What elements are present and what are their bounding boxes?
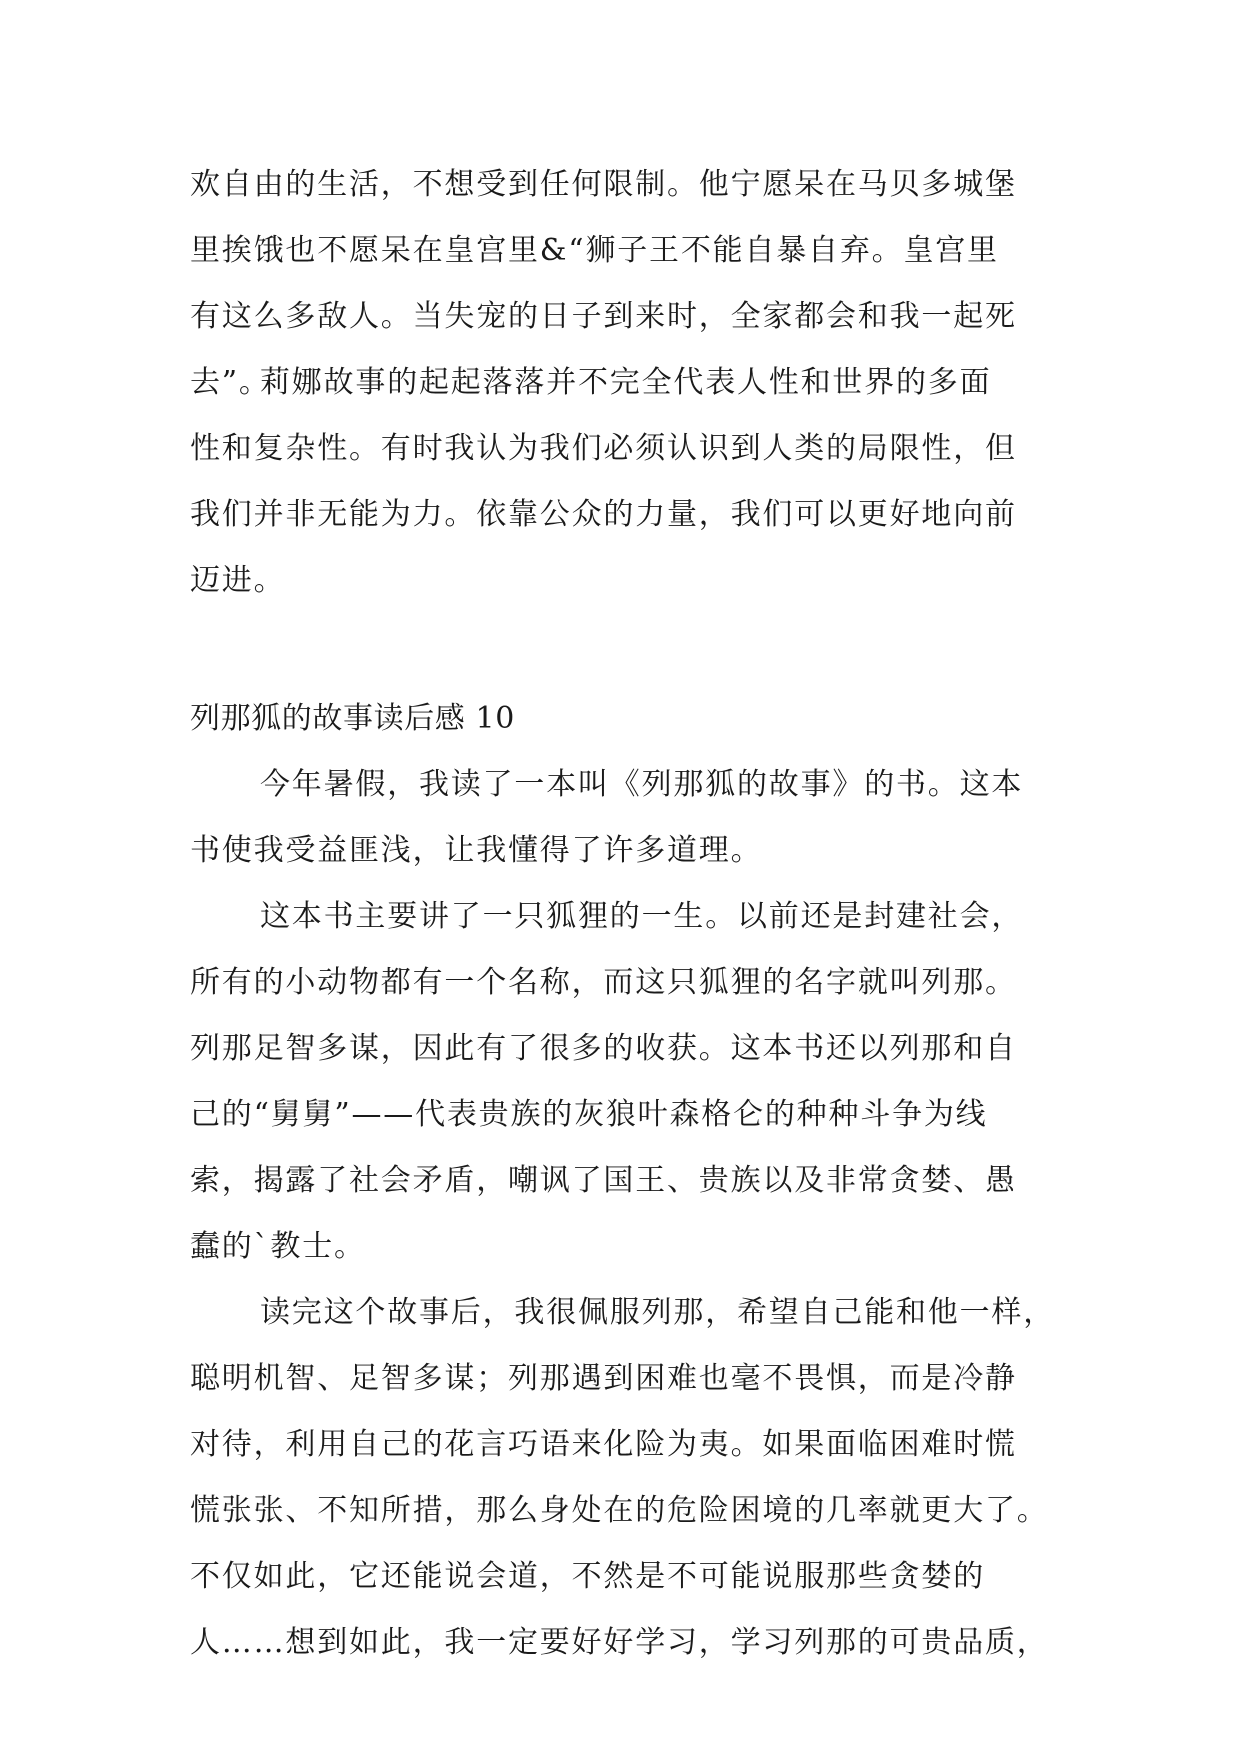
paragraph bbox=[190, 752, 1060, 884]
text-line: 己的“舅舅”——代表贵族的灰狼叶森格仑的种种斗争为线 bbox=[190, 1097, 988, 1132]
text-line: 索，揭露了社会矛盾，嘲讽了国王、贵族以及非常贪婪、愚 bbox=[190, 1163, 1017, 1198]
text-line: 人……想到如此，我一定要好好学习，学习列那的可贵品质， bbox=[190, 1625, 1049, 1660]
text-line: 所有的小动物都有一个名称，而这只狐狸的名字就叫列那。 bbox=[190, 965, 1017, 1000]
text-line: 去”。 bbox=[190, 365, 271, 400]
text-line: 这本书主要讲了一只狐狸的一生。以前还是封建社会， bbox=[260, 899, 1024, 934]
text-line: 不仅如此，它还能说会道，不然是不可能说服那些贪婪的 bbox=[190, 1559, 985, 1594]
text-line: 我们并非无能为力。依靠公众的力量，我们可以更好地向前 bbox=[190, 497, 1017, 532]
text-line: 莉娜故事的起起落落并不完全代表人性和世界的多面 bbox=[260, 365, 992, 400]
text-line: 里挨饿也不愿呆在皇宫里&“狮子王不能自暴自弃。皇宫里 bbox=[190, 233, 999, 268]
text-line: 欢自由的生活，不想受到任何限制。他宁愿呆在马贝多城堡 bbox=[190, 167, 1017, 202]
text-line: 聪明机智、足智多谋；列那遇到困难也毫不畏惧，而是冷静 bbox=[190, 1361, 1017, 1396]
paragraph bbox=[190, 884, 1060, 1280]
text-line: 蠢的`教士。 bbox=[190, 1229, 366, 1264]
text-line: 对待，利用自己的花言巧语来化险为夷。如果面临困难时慌 bbox=[190, 1427, 1017, 1462]
text-line: 有这么多敌人。当失宠的日子到来时，全家都会和我一起死 bbox=[190, 299, 1017, 334]
text-line: 书使我受益匪浅，让我懂得了许多道理。 bbox=[190, 833, 763, 868]
text-line: 迈进。 bbox=[190, 563, 286, 598]
text-line: 今年暑假，我读了一本叫《列那狐的故事》的书。这本 bbox=[260, 767, 1024, 802]
text-line: 慌张张、不知所措，那么身处在的危险困境的几率就更大了。 bbox=[190, 1493, 1049, 1528]
paragraph bbox=[190, 1280, 1060, 1676]
text-line: 列那足智多谋，因此有了很多的收获。这本书还以列那和自 bbox=[190, 1031, 1017, 1066]
paragraph bbox=[190, 350, 1060, 614]
text-line: 读完这个故事后，我很佩服列那，希望自己能和他一样， bbox=[260, 1295, 1055, 1330]
text-line: 性和复杂性。有时我认为我们必须认识到人类的局限性，但 bbox=[190, 431, 1017, 466]
section-heading: 列那狐的故事读后感 10 bbox=[190, 701, 515, 736]
